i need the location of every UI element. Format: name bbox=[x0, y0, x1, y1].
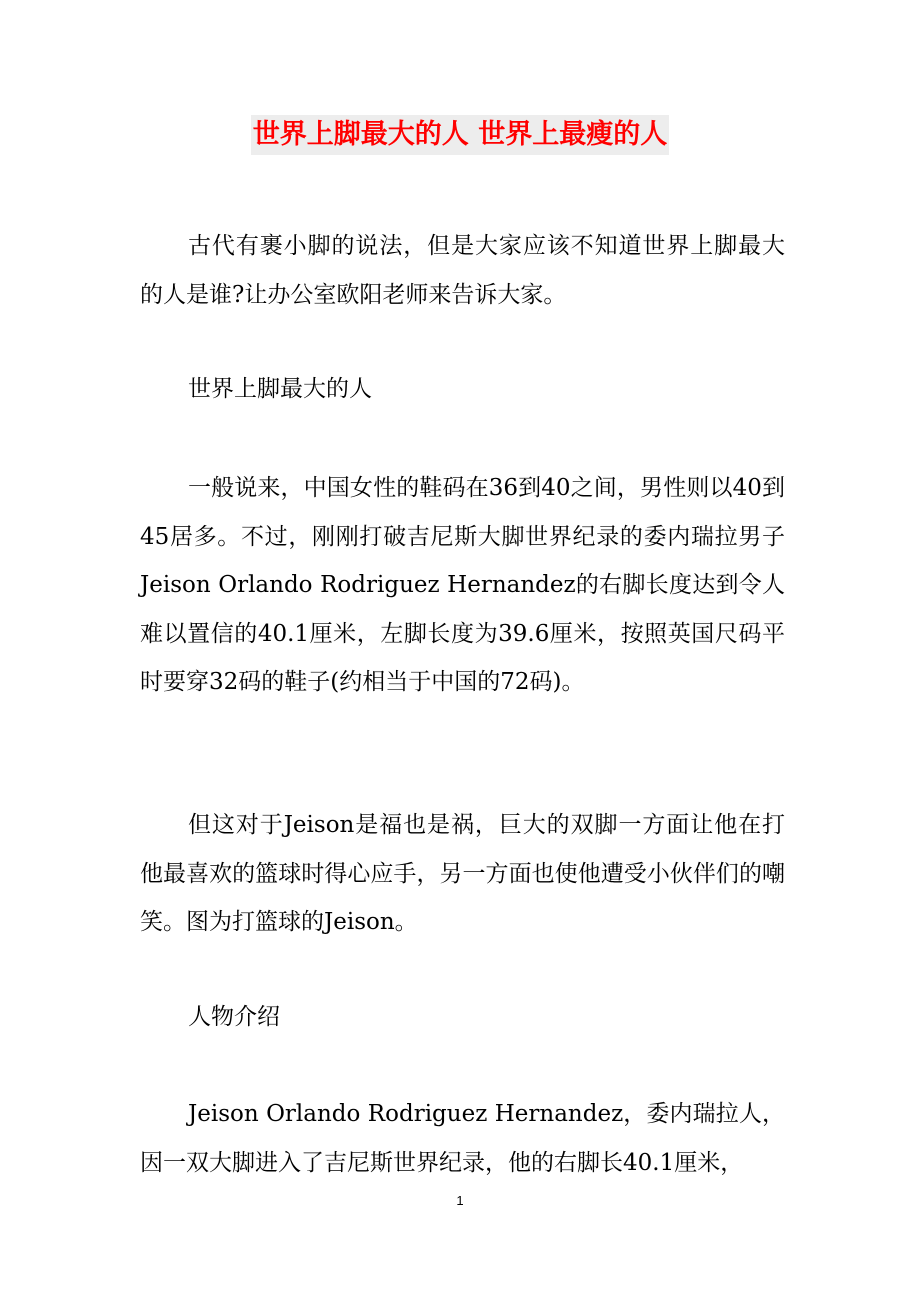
paragraph-profile: Jeison Orlando Rodriguez Hernandez，委内瑞拉人，因一双大脚进入了吉尼斯世界纪录，他的右脚长40.1厘米， bbox=[140, 1101, 785, 1176]
paragraph-intro: 古代有裹小脚的说法，但是大家应该不知道世界上脚最大的人是谁?让办公室欧阳老师来告诉大家。 bbox=[140, 233, 785, 308]
section-heading-profile: 人物介绍 bbox=[188, 1004, 280, 1030]
paragraph-shoe-sizes: 一般说来，中国女性的鞋码在36到40之间，男性则以40到45居多。不过，刚刚打破吉尼斯大脚世界纪录的委内瑞拉男子Jeison Orlando Rodriguez Hernandez的右脚长度达到令人难以置信的40.1厘米，左脚长度为39.6厘米，按照英国尺码平时要穿32码的鞋子(约相当于中国的72码)。 bbox=[140, 475, 785, 695]
section-heading-biggest-feet: 世界上脚最大的人 bbox=[188, 376, 372, 402]
document-title bbox=[0, 114, 920, 155]
page-number: 1 bbox=[456, 1193, 464, 1208]
paragraph-blessing-curse: 但这对于Jeison是福也是祸，巨大的双脚一方面让他在打他最喜欢的篮球时得心应手，另一方面也使他遭受小伙伴们的嘲笑。图为打篮球的Jeison。 bbox=[140, 812, 785, 935]
document-title-text: 世界上脚最大的人 世界上最瘦的人 bbox=[251, 115, 669, 155]
